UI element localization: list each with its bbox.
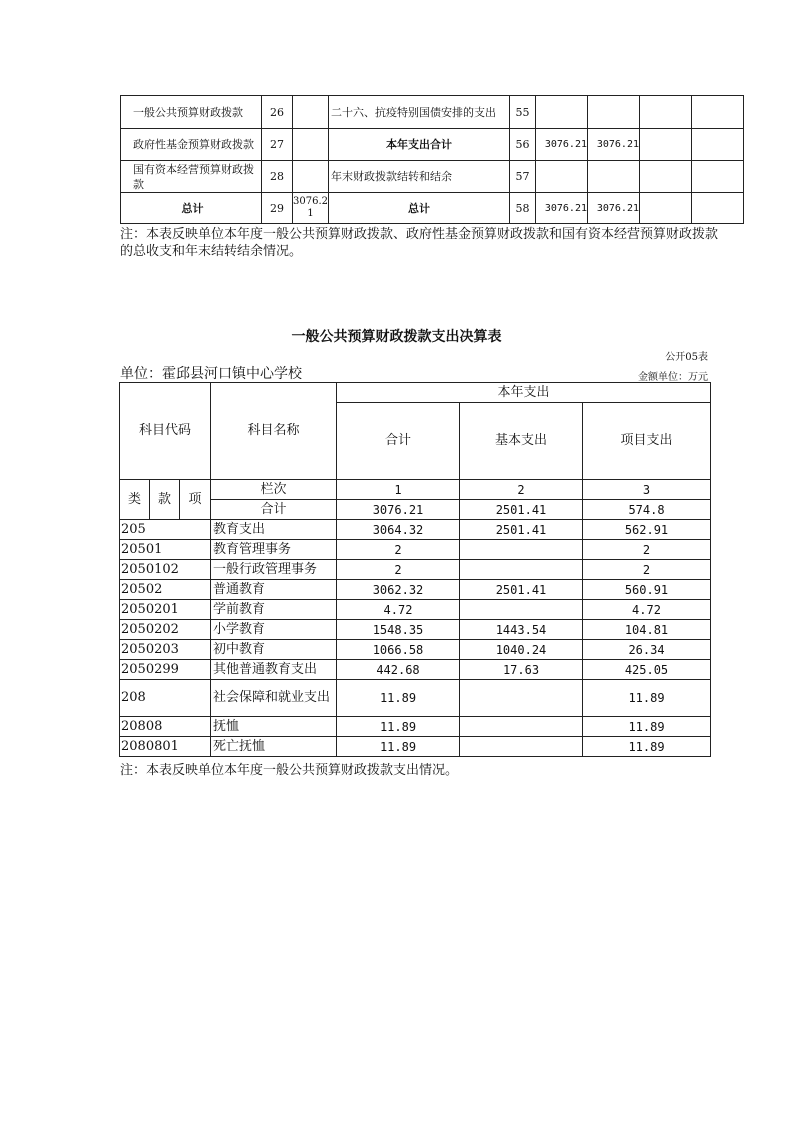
amount-basic: 17.63 — [460, 660, 583, 680]
expenditure-table-note: 注：本表反映单位本年度一般公共预算财政拨款支出情况。 — [120, 763, 459, 778]
right-amount-2: 3076.21 — [588, 193, 640, 224]
subject-code: 20502 — [120, 580, 211, 600]
table-row — [120, 640, 711, 660]
right-amount-1 — [536, 96, 588, 129]
amount-project: 26.34 — [583, 640, 711, 660]
subject-name: 社会保障和就业支出 — [211, 680, 337, 717]
amount-basic — [460, 737, 583, 757]
column-no-2: 2 — [460, 480, 583, 500]
right-item-name: 年末财政拨款结转和结余 — [329, 161, 510, 193]
amount-basic: 2501.41 — [460, 580, 583, 600]
subject-code: 20808 — [120, 717, 211, 737]
total-amount: 3076.21 — [337, 500, 460, 520]
subject-code: 2050201 — [120, 600, 211, 620]
left-line-no: 27 — [262, 129, 293, 161]
table-row — [120, 580, 711, 600]
header-project: 项目支出 — [583, 403, 711, 480]
subject-name: 小学教育 — [211, 620, 337, 640]
left-amount: 3076.21 — [293, 193, 329, 224]
amount-basic: 1040.24 — [460, 640, 583, 660]
amount-project: 2 — [583, 560, 711, 580]
subject-name: 教育管理事务 — [211, 540, 337, 560]
left-line-no: 29 — [262, 193, 293, 224]
column-no-3: 3 — [583, 480, 711, 500]
subject-name: 教育支出 — [211, 520, 337, 540]
right-amount-1: 3076.21 — [536, 193, 588, 224]
header-lei: 类 — [120, 480, 150, 520]
amount-project: 425.05 — [583, 660, 711, 680]
right-amount-2 — [588, 161, 640, 193]
subject-code: 2050102 — [120, 560, 211, 580]
amount-basic — [460, 540, 583, 560]
header-current-year: 本年支出 — [337, 383, 711, 403]
amount-basic — [460, 600, 583, 620]
header-basic: 基本支出 — [460, 403, 583, 480]
unit-label: 单位：霍邱县河口镇中心学校 — [120, 366, 302, 382]
subject-code: 20501 — [120, 540, 211, 560]
right-line-no: 57 — [510, 161, 536, 193]
amount-basic — [460, 680, 583, 717]
header-column-no: 栏次 — [211, 480, 337, 500]
amount-total: 2 — [337, 560, 460, 580]
amount-project: 2 — [583, 540, 711, 560]
header-subject-code: 科目代码 — [120, 383, 211, 480]
column-no-1: 1 — [337, 480, 460, 500]
amount-project: 560.91 — [583, 580, 711, 600]
amount-project: 104.81 — [583, 620, 711, 640]
header-kuan: 款 — [150, 480, 180, 520]
subject-code: 208 — [120, 680, 211, 717]
amount-total: 3062.32 — [337, 580, 460, 600]
amount-total: 11.89 — [337, 717, 460, 737]
subject-code: 205 — [120, 520, 211, 540]
subject-code: 2050299 — [120, 660, 211, 680]
amount-project: 562.91 — [583, 520, 711, 540]
table-row — [120, 600, 711, 620]
subject-code: 2080801 — [120, 737, 211, 757]
table-row — [121, 96, 744, 129]
table-row — [120, 560, 711, 580]
right-line-no: 58 — [510, 193, 536, 224]
right-item-name: 本年支出合计 — [329, 129, 510, 161]
table-row — [121, 161, 744, 193]
amount-basic: 2501.41 — [460, 520, 583, 540]
page-title: 一般公共预算财政拨款支出决算表 — [291, 329, 502, 345]
table-row — [120, 540, 711, 560]
amount-total: 11.89 — [337, 737, 460, 757]
header-subject-name: 科目名称 — [211, 383, 337, 480]
amount-total: 3064.32 — [337, 520, 460, 540]
left-item-name: 总计 — [121, 193, 262, 224]
amount-project: 4.72 — [583, 600, 711, 620]
subject-name: 一般行政管理事务 — [211, 560, 337, 580]
left-item-name: 国有资本经营预算财政拨款 — [121, 161, 262, 193]
left-line-no: 26 — [262, 96, 293, 129]
table-row — [120, 660, 711, 680]
amount-total: 2 — [337, 540, 460, 560]
fiscal-summary-table-continued — [120, 95, 744, 224]
right-amount-2: 3076.21 — [588, 129, 640, 161]
header-total: 合计 — [337, 403, 460, 480]
header-row — [120, 480, 711, 500]
total-basic: 2501.41 — [460, 500, 583, 520]
table-row — [121, 129, 744, 161]
amount-basic — [460, 560, 583, 580]
subject-name: 其他普通教育支出 — [211, 660, 337, 680]
table-row — [120, 737, 711, 757]
left-amount — [293, 96, 329, 129]
right-amount-1 — [536, 161, 588, 193]
subject-name: 学前教育 — [211, 600, 337, 620]
subject-name: 抚恤 — [211, 717, 337, 737]
subject-code: 2050203 — [120, 640, 211, 660]
right-item-name: 总计 — [329, 193, 510, 224]
form-number: 公开05表 — [665, 352, 708, 363]
left-line-no: 28 — [262, 161, 293, 193]
table-row — [120, 680, 711, 717]
header-row — [120, 383, 711, 403]
total-project: 574.8 — [583, 500, 711, 520]
left-amount — [293, 161, 329, 193]
right-line-no: 56 — [510, 129, 536, 161]
subject-name: 初中教育 — [211, 640, 337, 660]
amount-total: 11.89 — [337, 680, 460, 717]
expenditure-table — [119, 382, 711, 757]
table-row-total — [121, 193, 744, 224]
left-item-name: 政府性基金预算财政拨款 — [121, 129, 262, 161]
right-line-no: 55 — [510, 96, 536, 129]
table-row — [120, 620, 711, 640]
header-xiang: 项 — [180, 480, 211, 520]
amount-project: 11.89 — [583, 680, 711, 717]
total-label: 合计 — [211, 500, 337, 520]
amount-total: 1066.58 — [337, 640, 460, 660]
summary-table-note: 注：本表反映单位本年度一般公共预算财政拨款、政府性基金预算财政拨款和国有资本经营预算财政拨款的总收支和年末结转结余情况。 — [120, 227, 719, 259]
right-amount-1: 3076.21 — [536, 129, 588, 161]
left-amount — [293, 129, 329, 161]
subject-code: 2050202 — [120, 620, 211, 640]
amount-basic: 1443.54 — [460, 620, 583, 640]
amount-total: 442.68 — [337, 660, 460, 680]
amount-total: 4.72 — [337, 600, 460, 620]
amount-project: 11.89 — [583, 737, 711, 757]
amount-unit-label: 金额单位：万元 — [638, 372, 708, 383]
subject-name: 死亡抚恤 — [211, 737, 337, 757]
table-row — [120, 520, 711, 540]
right-item-name: 二十六、抗疫特别国债安排的支出 — [329, 96, 510, 129]
amount-basic — [460, 717, 583, 737]
right-amount-2 — [588, 96, 640, 129]
amount-project: 11.89 — [583, 717, 711, 737]
amount-total: 1548.35 — [337, 620, 460, 640]
left-item-name: 一般公共预算财政拨款 — [121, 96, 262, 129]
subject-name: 普通教育 — [211, 580, 337, 600]
table-row — [120, 717, 711, 737]
